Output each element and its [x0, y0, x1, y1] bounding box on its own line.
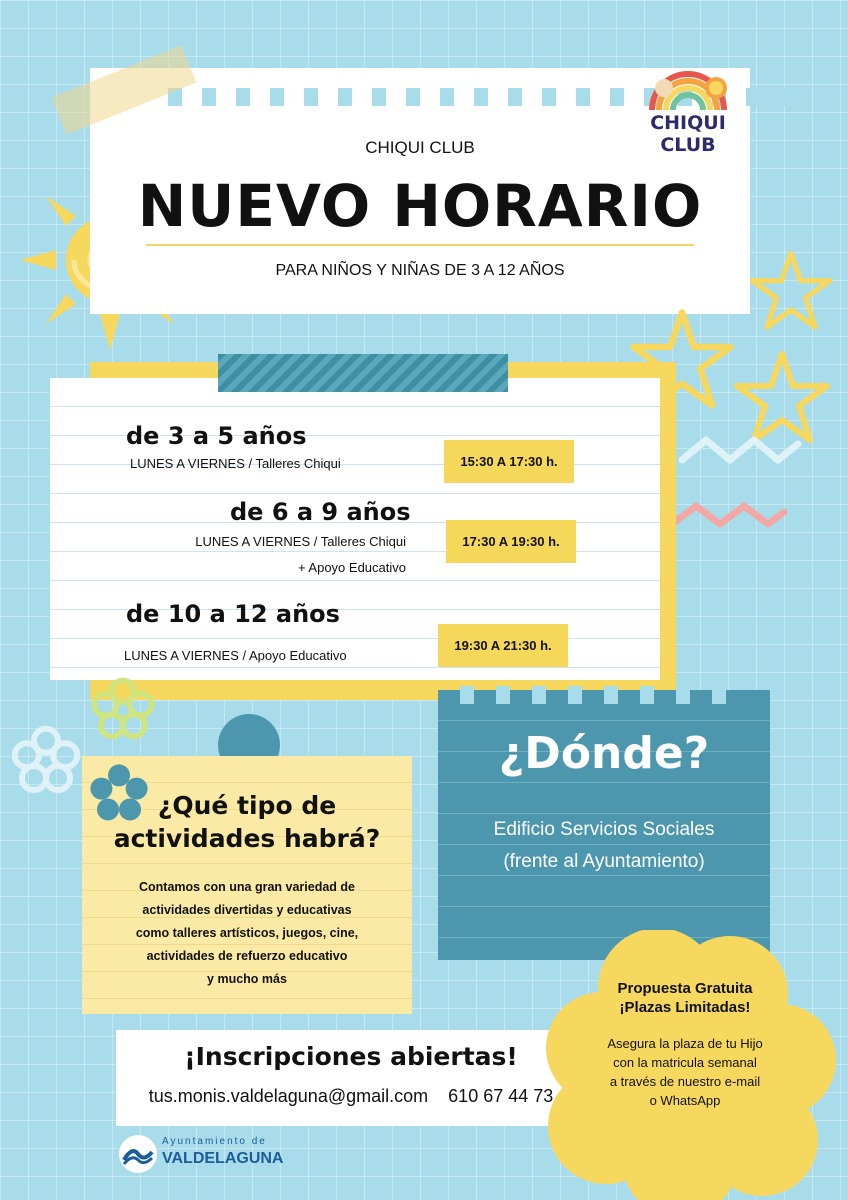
age-group-desc: LUNES A VIERNES / Talleres Chiqui: [130, 456, 341, 471]
activities-line: Contamos con una gran variedad de: [138, 880, 355, 894]
footer-logo-small: Ayuntamiento de: [162, 1136, 267, 1147]
offer-line: a través de nuestro e-mail: [609, 1074, 761, 1089]
activities-title-line2: actividades habrá?: [113, 823, 381, 853]
tape-decoration: [218, 354, 508, 392]
offer-body: [572, 1034, 798, 1110]
offer-line: con la matricula semanal: [613, 1055, 757, 1070]
registration-contact: [116, 1086, 586, 1107]
logo-text-line1: CHIQUI: [650, 112, 726, 134]
activities-body: [92, 876, 402, 991]
logo-text-line2: CLUB: [660, 134, 716, 156]
location-title: ¿Dónde?: [498, 728, 710, 779]
location-note: [438, 690, 770, 960]
zigzag-decoration: [678, 432, 802, 496]
age-group-desc: LUNES A VIERNES / Talleres Chiqui: [195, 534, 406, 549]
schedule-card: [50, 378, 660, 680]
chiqui-club-logo: [632, 60, 744, 164]
location-line1: Edificio Servicios Sociales: [493, 819, 715, 840]
email-link[interactable]: tus.monis.valdelaguna@gmail.com: [148, 1086, 429, 1106]
activities-line: actividades divertidas y educativas: [142, 903, 352, 917]
activities-line: como talleres artísticos, juegos, cine,: [135, 926, 359, 940]
title-underline: [146, 244, 694, 246]
phone-number[interactable]: 610 67 44 73: [448, 1086, 554, 1106]
time-badge: 17:30 A 19:30 h.: [446, 520, 576, 563]
location-line2: (frente al Ayuntamiento): [503, 851, 705, 872]
ayuntamiento-logo: [118, 1132, 318, 1178]
offer-subtitle: ¡Plazas Limitadas!: [619, 999, 751, 1016]
offer-line: Asegura la plaza de tu Hijo: [607, 1036, 763, 1051]
location-text: [438, 814, 770, 878]
flower-icon: [90, 676, 156, 742]
age-group-title: de 6 a 9 años: [230, 498, 411, 526]
registration-box: [116, 1030, 586, 1126]
offer-title: Propuesta Gratuita: [617, 980, 753, 997]
activities-title-line1: ¿Qué tipo de: [157, 791, 337, 820]
offer-content: [572, 980, 798, 1110]
club-name: CHIQUI CLUB: [365, 138, 475, 157]
crest-icon: [118, 1134, 158, 1174]
time-badge: 19:30 A 21:30 h.: [438, 624, 568, 667]
age-group-desc: LUNES A VIERNES / Apoyo Educativo: [124, 648, 347, 663]
flower-icon: [10, 724, 82, 796]
time-badge: 15:30 A 17:30 h.: [444, 440, 574, 483]
offer-line: o WhatsApp: [649, 1093, 721, 1108]
rainbow-icon: [646, 62, 730, 112]
activities-line: y mucho más: [207, 972, 287, 986]
page-title: NUEVO HORARIO: [137, 172, 703, 240]
age-group-title: de 10 a 12 años: [126, 600, 340, 628]
footer-logo-big: VALDELAGUNA: [162, 1150, 284, 1167]
activities-line: actividades de refuerzo educativo: [146, 949, 348, 963]
age-group-title: de 3 a 5 años: [126, 422, 307, 450]
star-icon: [748, 248, 834, 334]
flower-icon: [86, 760, 152, 826]
registration-title: ¡Inscripciones abiertas!: [184, 1042, 518, 1071]
notebook-holes: [460, 686, 726, 704]
zigzag-decoration: [668, 498, 788, 552]
page-subtitle: PARA NIÑOS Y NIÑAS DE 3 A 12 AÑOS: [275, 262, 565, 279]
age-group-desc-extra: + Apoyo Educativo: [297, 560, 406, 575]
